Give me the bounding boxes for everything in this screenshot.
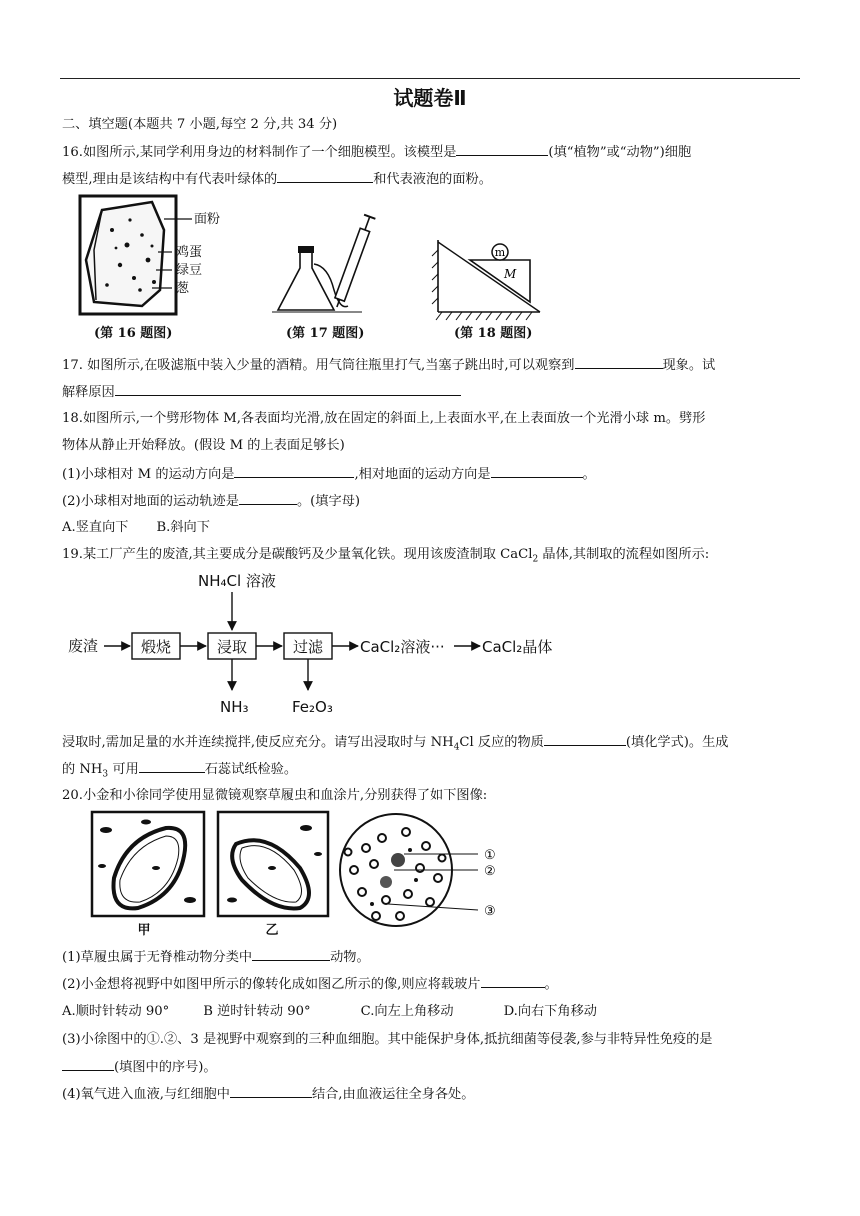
q20-sub1 — [62, 948, 370, 967]
microscope-figures — [86, 808, 506, 938]
figures-16-18 — [72, 190, 552, 346]
q20-blank-2[interactable] — [481, 975, 545, 988]
q18-s2-text-a: (2)小球相对地面的运动轨迹是 — [62, 494, 239, 509]
label-scallion: 葱 — [176, 281, 190, 296]
q17-line2 — [62, 383, 461, 402]
q20-option-b: B 逆时针转动 90° — [203, 1004, 311, 1019]
fig17-caption: (第 17 题图) — [286, 326, 365, 341]
q19-text-a: 19.某工厂产生的废渣,其主要成分是碳酸钙及少量氧化铁。现用该废渣制取 CaCl — [62, 547, 533, 562]
flow-node-cacl2-crystal: CaCl₂晶体 — [482, 638, 553, 656]
suction-flask-figure — [272, 215, 375, 341]
q20-s2-text-b: 。 — [544, 977, 558, 992]
q20-blank-4[interactable] — [230, 1085, 312, 1098]
q19-p1-text-b: Cl 反应的物质 — [459, 735, 544, 750]
flow-input-nh4cl: NH₄Cl 溶液 — [198, 572, 276, 590]
q16-text-b: (填“植物”或“动物”)细胞 — [548, 145, 692, 160]
fig18-caption: (第 18 题图) — [454, 326, 533, 341]
q17-text-c: 解释原因 — [62, 385, 115, 400]
q20-s2-text-a: (2)小金想将视野中如图甲所示的像转化成如图乙所示的像,则应将载玻片 — [62, 977, 481, 992]
q18-blank-1[interactable] — [234, 465, 354, 478]
q19-p2-sub: 3 — [102, 769, 109, 780]
q20-sub3-cont — [62, 1058, 217, 1077]
q20-s4-text-b: 结合,由血液运往全身各处。 — [311, 1087, 475, 1102]
q20-s1-text-a: (1)草履虫属于无脊椎动物分类中 — [62, 950, 253, 965]
q19-para-line2 — [62, 760, 297, 784]
flow-node-leach: 浸取 — [216, 638, 248, 656]
ball-label: m — [494, 246, 506, 259]
q16-line2 — [62, 170, 492, 189]
q17-line1 — [62, 356, 715, 375]
q19-blank-2[interactable] — [139, 760, 205, 773]
q20-option-d: D.向右下角移动 — [503, 1004, 597, 1019]
q19-blank-1[interactable] — [544, 733, 626, 746]
blood-smear-image — [340, 814, 496, 926]
label-yi: 乙 — [265, 923, 279, 938]
q20-option-a: A.顺时针转动 90° — [62, 1004, 170, 1019]
q18-blank-2[interactable] — [491, 465, 583, 478]
q16-text-c: 模型,理由是该结构中有代表叶绿体的 — [62, 172, 278, 187]
flow-node-cacl2-solution: CaCl₂溶液··· — [360, 638, 445, 656]
q17-blank-2[interactable] — [115, 383, 461, 396]
q18-s1-text-c: 。 — [582, 467, 596, 482]
q19-p2-text-c: 石蕊试纸检验。 — [204, 762, 298, 777]
q19-text-b: 晶体,其制取的流程如图所示: — [538, 547, 710, 562]
q18-sub2 — [62, 492, 360, 511]
q18-line2: 物体从静止开始释放。(假设 M 的上表面足够长) — [62, 438, 345, 453]
wedge-figure — [432, 240, 540, 341]
q19-p1-text-c: (填化学式)。生成 — [625, 735, 729, 750]
q20-blank-1[interactable] — [252, 948, 330, 961]
q19-p1-sub: 4 — [453, 742, 460, 753]
process-flowchart — [62, 566, 582, 722]
flow-output-fe2o3: Fe₂O₃ — [292, 698, 333, 716]
label-egg: 鸡蛋 — [176, 245, 203, 260]
flow-node-filter: 过滤 — [292, 638, 324, 656]
q18-sub1 — [62, 465, 596, 484]
label-flour: 面粉 — [194, 212, 221, 227]
fig16-caption: (第 16 题图) — [94, 326, 173, 341]
q16-text-d: 和代表液泡的面粉。 — [373, 172, 492, 187]
flow-node-waste: 废渣 — [68, 637, 99, 655]
q20-s4-text-a: (4)氧气进入血液,与红细胞中 — [62, 1087, 230, 1102]
paramecium-image-a — [92, 812, 204, 938]
flow-node-calcine: 煅烧 — [140, 638, 172, 656]
q20-option-c: C.向左上角移动 — [360, 1004, 454, 1019]
mark-1: ① — [484, 848, 496, 863]
q18-options — [62, 519, 210, 537]
flow-output-nh3: NH₃ — [220, 698, 249, 716]
q20-sub3: (3)小徐图中的①.②、3 是视野中观察到的三种血细胞。其中能保护身体,抵抗细菌等侵袭,参与非特异性免疫的是 — [62, 1032, 713, 1047]
block-label: M — [504, 267, 517, 281]
page-title: 试题卷Ⅱ — [393, 86, 467, 110]
q20-line1: 20.小金和小徐同学使用显微镜观察草履虫和血涂片,分别获得了如下图像: — [62, 788, 488, 803]
q20-s1-text-b: 动物。 — [330, 950, 370, 965]
q18-s2-text-b: 。(填字母) — [296, 494, 360, 509]
q19-p1-text-a: 浸取时,需加足量的水并连续搅拌,使反应充分。请写出浸取时与 NH — [62, 735, 454, 750]
section-heading: 二、填空题(本题共 7 小题,每空 2 分,共 34 分) — [62, 117, 338, 132]
q19-p2-text-a: 的 NH — [62, 762, 103, 777]
q18-line1: 18.如图所示,一个劈形物体 M,各表面均光滑,放在固定的斜面上,上表面水平,在上表面放一个光滑小球 m。劈形 — [62, 411, 706, 426]
paramecium-image-b — [218, 812, 328, 938]
q20-options — [62, 1003, 597, 1021]
top-rule — [60, 78, 800, 79]
q18-option-a: A.竖直向下 — [62, 520, 129, 535]
q16-line1 — [62, 143, 691, 162]
q20-sub2 — [62, 975, 558, 994]
q16-blank-1[interactable] — [456, 143, 548, 156]
q17-blank-1[interactable] — [575, 356, 663, 369]
q20-s3-text-b: (填图中的序号)。 — [114, 1060, 217, 1075]
q20-blank-3[interactable] — [62, 1058, 114, 1071]
q17-text-a: 17. 如图所示,在吸滤瓶中装入少量的酒精。用气筒往瓶里打气,当塞子跳出时,可以观察到 — [62, 358, 575, 373]
q16-blank-2[interactable] — [277, 170, 373, 183]
q20-sub4 — [62, 1085, 474, 1104]
cell-model-figure — [80, 196, 220, 341]
q19-p2-text-b: 可用 — [108, 762, 139, 777]
q18-blank-3[interactable] — [239, 492, 297, 505]
mark-2: ② — [484, 864, 496, 879]
q17-text-b: 现象。试 — [662, 358, 716, 373]
q18-s1-text-a: (1)小球相对 M 的运动方向是 — [62, 467, 235, 482]
q19-para-line1 — [62, 733, 728, 757]
q19-sub-2: 2 — [532, 554, 539, 565]
q16-text-a: 16.如图所示,某同学利用身边的材料制作了一个细胞模型。该模型是 — [62, 145, 457, 160]
label-jia: 甲 — [137, 923, 151, 938]
label-mung-bean: 绿豆 — [176, 263, 203, 278]
q18-option-b: B.斜向下 — [156, 520, 210, 535]
mark-3: ③ — [484, 904, 496, 919]
q18-s1-text-b: ,相对地面的运动方向是 — [354, 467, 491, 482]
